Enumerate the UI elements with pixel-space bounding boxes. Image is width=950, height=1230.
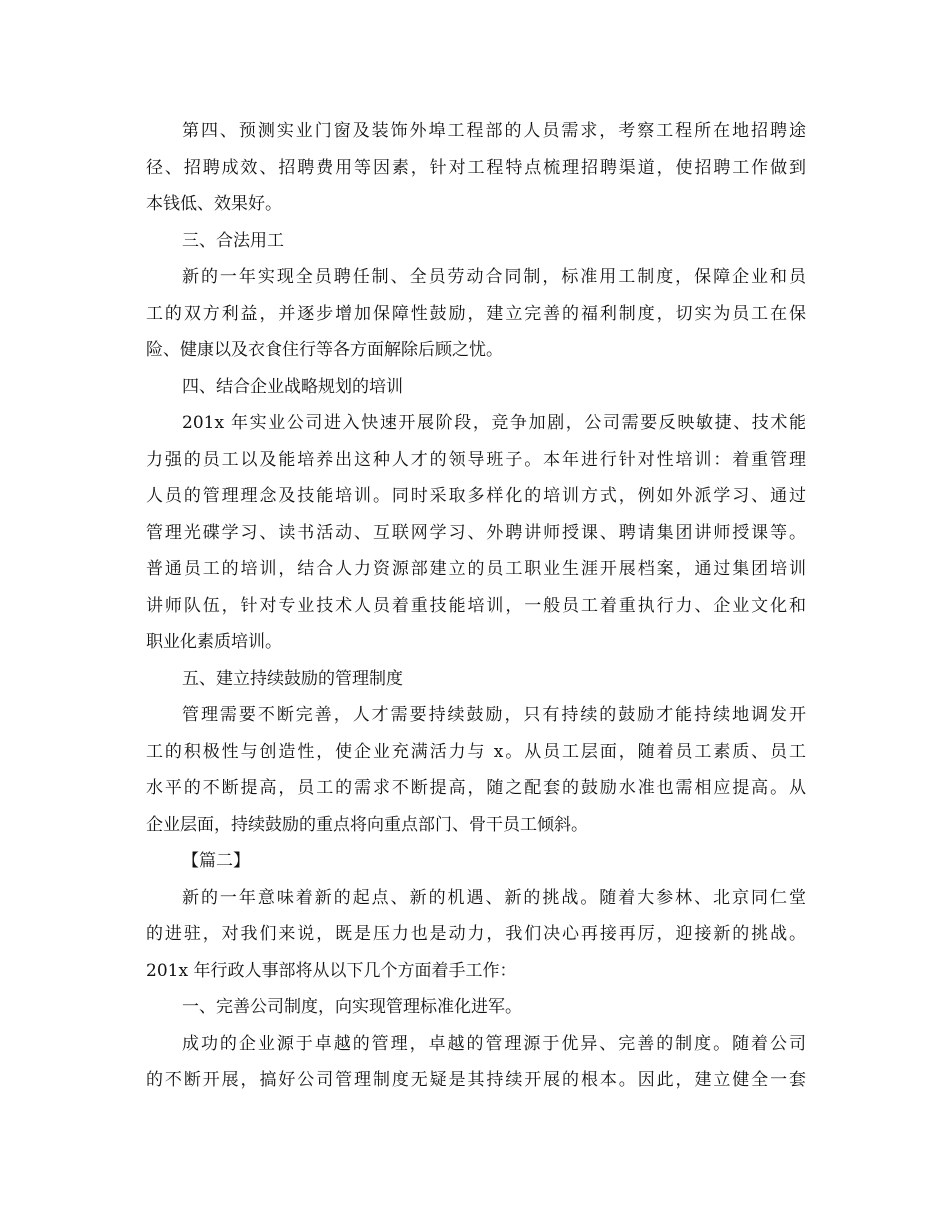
- text-line: 险、健康以及衣食住行等各方面解除后顾之忧。: [146, 340, 503, 360]
- text-line: 职业化素质培训。: [146, 632, 282, 652]
- text-line: 一、完善公司制度，向实现管理标准化进军。: [182, 997, 522, 1017]
- text-line: 力强的员工以及能培养出这种人才的领导班子。本年进行针对性培训：着重管理: [146, 449, 806, 470]
- text-line: 普通员工的培训，结合人力资源部建立的员工职业生涯开展档案，通过集团培训: [146, 559, 806, 579]
- text-line: 201x 年实业公司进入快速开展阶段，竞争加剧，公司需要反映敏捷、技术能: [182, 413, 806, 433]
- text-line: 讲师队伍，针对专业技术人员着重技能培训，一般员工着重执行力、企业文化和: [146, 595, 806, 616]
- text-line: 企业层面，持续鼓励的重点将向重点部门、骨干员工倾斜。: [146, 814, 588, 835]
- text-line: 管理需要不断完善，人才需要持续鼓励，只有持续的鼓励才能持续地调发开: [182, 705, 806, 725]
- text-line: 水平的不断提高，员工的需求不断提高，随之配套的鼓励水准也需相应提高。从: [146, 778, 806, 798]
- document-body: [146, 113, 806, 1099]
- text-line: 的不断开展，搞好公司管理制度无疑是其持续开展的根本。因此，建立健全一套: [146, 1070, 806, 1090]
- text-line: 本钱低、效果好。: [146, 194, 282, 214]
- text-line: 人员的管理理念及技能培训。同时采取多样化的培训方式，例如外派学习、通过: [146, 486, 806, 506]
- text-line: 第四、预测实业门窗及装饰外埠工程部的人员需求，考察工程所在地招聘途: [182, 121, 806, 141]
- text-line: 成功的企业源于卓越的管理，卓越的管理源于优异、完善的制度。随着公司: [182, 1033, 806, 1054]
- text-line: 的进驻，对我们来说，既是压力也是动力，我们决心再接再厉，迎接新的挑战。: [146, 924, 806, 944]
- text-line: 201x 年行政人事部将从以下几个方面着手工作：: [146, 960, 517, 981]
- text-line: 工的双方利益，并逐步增加保障性鼓励，建立完善的福利制度，切实为员工在保: [146, 303, 806, 324]
- text-line: 径、招聘成效、招聘费用等因素，针对工程特点梳理招聘渠道，使招聘工作做到: [146, 157, 806, 178]
- text-line: 新的一年实现全员聘任制、全员劳动合同制，标准用工制度，保障企业和员: [182, 267, 806, 287]
- text-line: 【篇二】: [182, 851, 250, 871]
- text-line: 管理光碟学习、读书活动、互联网学习、外聘讲师授课、聘请集团讲师授课等。: [146, 522, 806, 543]
- text-line: 工的积极性与创造性，使企业充满活力与 x。从员工层面，随着员工素质、员工: [146, 741, 806, 762]
- text-line: 四、结合企业战略规划的培训: [182, 376, 403, 397]
- text-line: 三、合法用工: [182, 230, 284, 251]
- text-line: 五、建立持续鼓励的管理制度: [182, 668, 403, 689]
- text-line: 新的一年意味着新的起点、新的机遇、新的挑战。随着大参林、北京同仁堂: [182, 887, 806, 908]
